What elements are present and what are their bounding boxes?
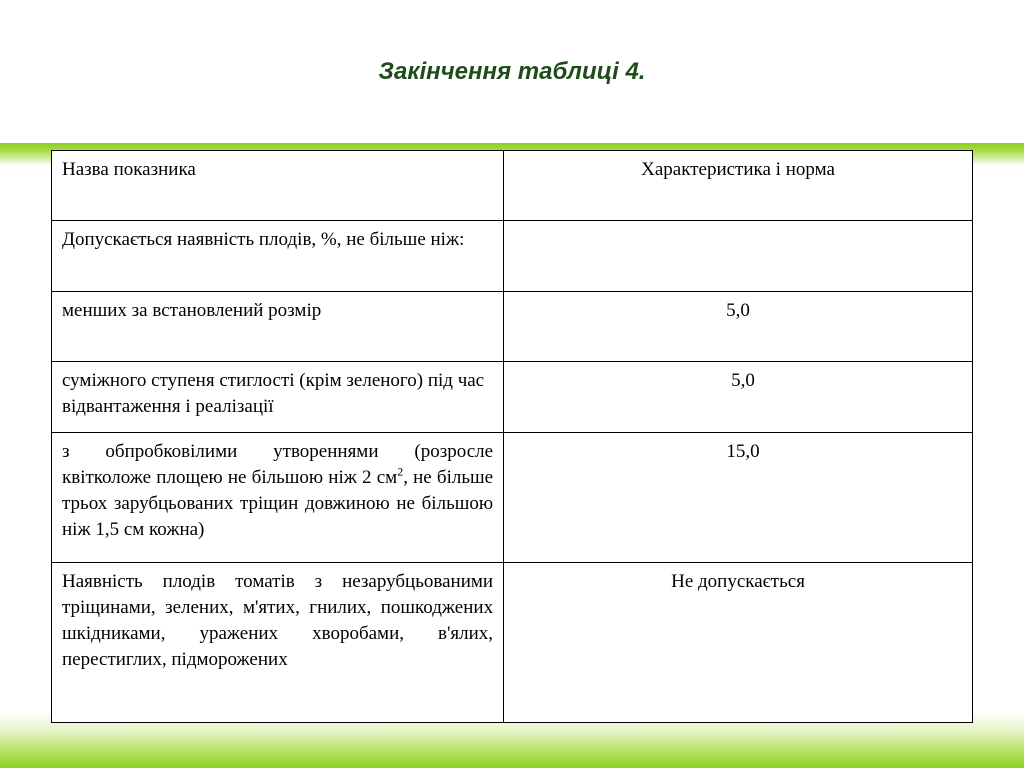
- row-value-cell: Не допускається: [504, 563, 973, 723]
- table-header-row: [52, 151, 973, 221]
- slide-title: Закінчення таблиці 4.: [378, 58, 646, 85]
- row-name-text-continued: , не більше трьох зарубцьованих тріщин довжиною не більшою ніж 1,5 см кожна): [62, 467, 494, 540]
- table-row: [52, 433, 973, 563]
- superscript-exponent: 2: [397, 464, 404, 479]
- row-value-cell: [504, 221, 973, 292]
- spec-table: [51, 150, 973, 723]
- row-name-cell: [52, 433, 504, 563]
- row-name-cell: Допускається наявність плодів, %, не більше ніж:: [52, 221, 504, 292]
- table-row: [52, 292, 973, 362]
- row-value-cell: 5,0: [504, 292, 973, 362]
- row-value-cell: [504, 362, 973, 433]
- row-value-text: 5,0: [731, 370, 755, 391]
- table-row: [52, 362, 973, 433]
- table-row: [52, 221, 973, 292]
- row-value-cell: [504, 433, 973, 563]
- table-row: [52, 563, 973, 723]
- header-name-cell: Назва показника: [52, 151, 504, 221]
- row-name-cell: суміжного ступеня стиглості (крім зеленого) під час відвантаження і реалізації: [52, 362, 504, 433]
- row-name-cell: менших за встановлений розмір: [52, 292, 504, 362]
- row-value-text: 15,0: [726, 441, 760, 462]
- row-name-text: з обпробковілими утвореннями (розросле квітколоже площею не більшою ніж 2 см: [62, 441, 494, 488]
- row-name-cell: Наявність плодів томатів з незарубцьованими тріщинами, зелених, м'ятих, гнилих, пошкоджених шкідниками, уражених хворобами, в'ялих, перестиглих, підморожених: [52, 563, 504, 723]
- header-value-cell: Характеристика і норма: [504, 151, 973, 221]
